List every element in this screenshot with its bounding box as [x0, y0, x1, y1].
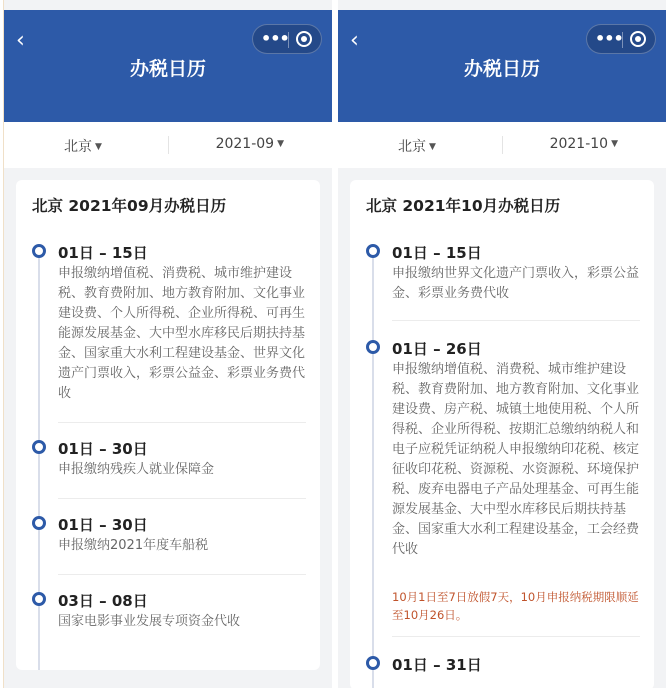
timeline-dot-icon [366, 656, 380, 670]
capsule-divider [622, 32, 623, 48]
filter-divider [168, 136, 169, 154]
back-icon[interactable]: ‹ [350, 28, 359, 53]
item-date: 01日 – 26日 [392, 340, 482, 358]
back-icon[interactable]: ‹ [16, 28, 25, 53]
city-select[interactable] [398, 136, 436, 156]
item-date: 01日 – 31日 [392, 656, 482, 674]
timeline-dot-icon [366, 340, 380, 354]
holiday-note: 10月1日至7日放假7天，10月申报纳税期限顺延至10月26日。 [392, 590, 639, 622]
timeline-rail [38, 250, 40, 670]
item-desc: 申报缴纳增值税、消费税、城市维护建设税、教育费附加、地方教育附加、文化事业建设费、个人所得税、企业所得税、可再生能源发展基金、大中型水库移民后期扶持基金、国家重大水利工程建设基金、世界文化遗产门票收入，彩票公益金、彩票业务费代收 [58, 266, 306, 401]
caret-down-icon: ▼ [277, 139, 284, 149]
page-title: 办税日历 [463, 58, 540, 80]
timeline-dot-icon [366, 244, 380, 258]
item-date: 01日 – 15日 [392, 244, 482, 262]
close-target-icon[interactable] [630, 31, 646, 47]
city-select[interactable] [64, 136, 102, 156]
divider [392, 636, 640, 637]
card-title: 北京 2021年09月办税日历 [32, 197, 227, 215]
miniprogram-capsule [252, 24, 322, 54]
city-value: 北京 [398, 139, 426, 155]
caret-down-icon: ▼ [611, 139, 618, 149]
item-desc: 申报缴纳增值税、消费税、城市维护建设税、教育费附加、地方教育附加、文化事业建设费、房产税、城镇土地使用税、个人所得税、企业所得税、按期汇总缴纳纳税人和电子应税凭证纳税人申报缴纳印花税、核定征收印花税、资源税、水资源税、环境保护税、废弃电器电子产品处理基金、可再生能源发展基金、大中型水库移民后期扶持基金、国家重大水利工程建设基金，工会经费代收 [392, 362, 640, 557]
item-date: 01日 – 30日 [58, 516, 148, 534]
timeline-dot-icon [32, 592, 46, 606]
month-select[interactable] [550, 136, 618, 152]
month-value: 2021-10 [549, 136, 609, 152]
divider [392, 320, 640, 321]
item-desc: 国家电影事业发展专项资金代收 [58, 614, 241, 629]
page-title: 办税日历 [129, 58, 206, 80]
calendar-screen-september [3, 0, 332, 688]
nav-header [4, 10, 332, 122]
calendar-card [350, 180, 654, 688]
city-value: 北京 [64, 139, 92, 155]
timeline-dot-icon [32, 516, 46, 530]
miniprogram-capsule [586, 24, 656, 54]
item-desc: 申报缴纳2021年度车船税 [58, 538, 209, 553]
card-title: 北京 2021年10月办税日历 [366, 197, 561, 215]
item-date: 01日 – 15日 [58, 244, 148, 262]
more-icon[interactable]: ••• [261, 29, 289, 48]
divider [58, 574, 306, 575]
calendar-screen-october [338, 0, 666, 688]
caret-down-icon: ▼ [95, 142, 102, 152]
month-value: 2021-09 [215, 136, 275, 152]
calendar-card [16, 180, 320, 670]
timeline-dot-icon [32, 440, 46, 454]
filter-divider [502, 136, 503, 154]
item-date: 03日 – 08日 [58, 592, 148, 610]
nav-header [338, 10, 666, 122]
timeline-rail [372, 250, 374, 688]
month-select[interactable] [216, 136, 284, 152]
item-desc: 申报缴纳残疾人就业保障金 [58, 462, 215, 477]
divider [58, 498, 306, 499]
item-date: 01日 – 30日 [58, 440, 148, 458]
item-desc: 申报缴纳世界文化遗产门票收入，彩票公益金、彩票业务费代收 [392, 266, 640, 301]
divider [58, 422, 306, 423]
capsule-divider [288, 32, 289, 48]
timeline-dot-icon [32, 244, 46, 258]
filter-bar [4, 122, 332, 168]
more-icon[interactable]: ••• [595, 29, 623, 48]
filter-bar [338, 122, 666, 168]
caret-down-icon: ▼ [429, 142, 436, 152]
close-target-icon[interactable] [296, 31, 312, 47]
